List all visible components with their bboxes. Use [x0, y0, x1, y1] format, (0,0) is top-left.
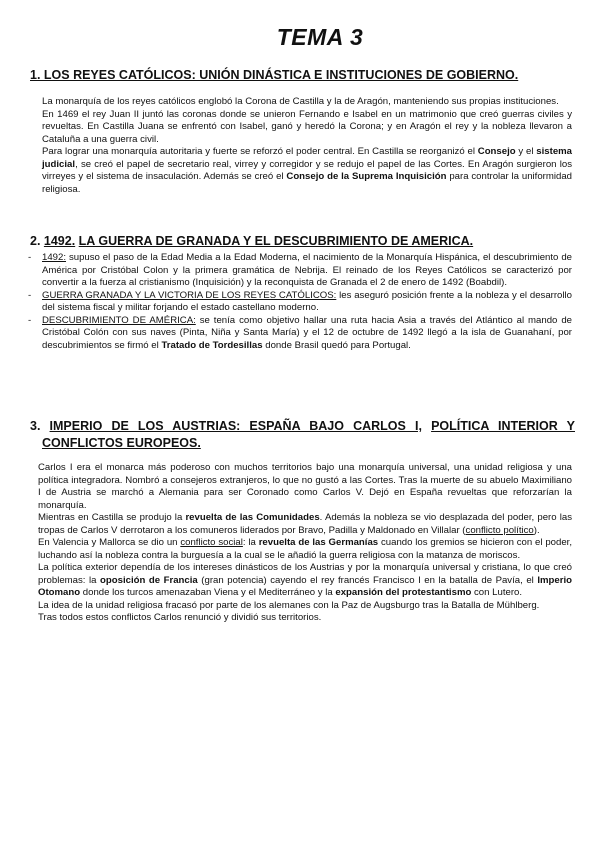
- text-run: En Valencia y Mallorca se dio un: [38, 537, 181, 548]
- section-2-list: [28, 252, 572, 352]
- list-item-label: 1492:: [42, 252, 67, 263]
- text-run: donde Brasil quedó para Portugal.: [262, 339, 411, 351]
- list-item-label: DESCUBRIMIENTO DE AMÉRICA:: [42, 314, 196, 326]
- text-run: con Lutero.: [471, 587, 523, 598]
- text-run: . Además la nobleza se vio desplazada del poder, pero las tropas de Carlos V derrotaron a los comuneros liderados por Bravo, Padilla y Maldonado en Villalar (: [38, 512, 572, 536]
- page-title: TEMA 3: [276, 24, 364, 50]
- list-item-text: [42, 252, 572, 290]
- bold-term: revuelta de las Germanías: [258, 537, 379, 548]
- section-1-body: [42, 96, 572, 196]
- bold-term: Consejo: [477, 146, 516, 157]
- bold-term: Imperio Otomano: [38, 574, 572, 598]
- heading-number: 3.: [30, 419, 50, 433]
- text-run: para controlar la uniformidad religiosa.: [42, 171, 572, 195]
- list-dash: -: [28, 252, 32, 263]
- section-2-heading: [30, 233, 570, 250]
- section-3-paragraph: [38, 537, 572, 562]
- section-3-paragraph: Tras todos estos conflictos Carlos renunció y dividió sus territorios.: [38, 612, 322, 623]
- text-run: La política exterior dependía de los intereses dinásticos de los Austrias y por la monarquía universal y cristiana, lo que creó problemas: la: [38, 562, 572, 586]
- heading-underlined: IMPERIO DE LOS AUSTRIAS: ESPAÑA BAJO CARLOS I,: [49, 419, 422, 433]
- text-run: se tenía como objetivo hallar una ruta hacia Asia a través del Atlántico al mando de Cristóbal Colón con sus naves (Pinta, Niña y Santa María) y el 12 de octubre de 1492 llegó a la isla de Guanahaní, por descubrimientos se firmó el: [42, 314, 572, 351]
- section-1-paragraph: En 1469 el rey Juan II juntó las coronas donde se unieron Fernando e Isabel en un matrimonio que creó guerras civiles y revueltas. En Castilla Juana se enfrentó con Isabel, ganó y heredó la Corona; y en Aragón el rey y la nobleza llevaron a Cataluña a una guerra civil.: [42, 108, 572, 145]
- text-run: (gran potencia) cayendo el rey francés Francisco I en la batalla de Pavía, el: [197, 574, 538, 586]
- text-run: supuso el paso de la Edad Media a la Edad Moderna, el nacimiento de la Monarquía Hispánica, el descubrimiento de América por Cristóbal Colon y la primera gramática de Nebrija. El reinado de los Reyes Católicos se caracterizó por convertir a la fuerza al cristianismo (Inquisición) y la reconquista de Granada el 2 de enero de 1492 (Boabdil).: [42, 252, 572, 288]
- section-1-paragraph: [42, 146, 572, 196]
- bold-term: Consejo de la Suprema Inquisición: [286, 171, 447, 182]
- list-item: [28, 315, 572, 353]
- text-run: : la: [242, 537, 259, 548]
- text-run: les aseguró posición frente a la nobleza y el desarrollo del sistema fiscal y militar forjando el estado castellano moderno.: [42, 289, 572, 313]
- section-1-paragraph: La monarquía de los reyes católicos englobó la Corona de Castilla y la de Aragón, manteniendo sus propias instituciones.: [42, 96, 559, 107]
- text-run: ).: [533, 524, 540, 536]
- list-dash: -: [28, 289, 32, 301]
- section-3-heading: [30, 418, 575, 452]
- list-item: [28, 252, 572, 290]
- heading-underlined: 1492.: [43, 234, 76, 248]
- heading-separator: [422, 419, 431, 433]
- list-item-text: [42, 290, 572, 315]
- section-3-paragraph: La idea de la unidad religiosa fracasó por parte de los alemanes con la Paz de Augsburgo tras la Batalla de Mühlberg.: [38, 599, 540, 611]
- bold-term: expansión del protestantismo: [335, 587, 472, 598]
- list-item: [28, 290, 572, 315]
- bold-term: sistema judicial: [42, 146, 573, 170]
- heading-underlined: POLÍTICA INTERIOR Y: [431, 419, 575, 433]
- list-dash: -: [28, 314, 32, 326]
- underlined-term: conflicto social: [180, 537, 243, 548]
- underlined-term: conflicto político: [465, 524, 534, 536]
- section-1-heading: [30, 67, 570, 84]
- section-3-body: [38, 462, 572, 625]
- list-item-label: GUERRA GRANADA Y LA VICTORIA DE LOS REYES CATÓLICOS:: [42, 289, 337, 301]
- heading-line: [30, 435, 575, 452]
- section-3-paragraph: [38, 562, 572, 600]
- list-item-text: [42, 315, 572, 353]
- bold-term: oposición de Francia: [100, 574, 198, 586]
- bold-term: Tratado de Tordesillas: [161, 339, 263, 351]
- text-run: cuando los gremios se hicieron con el poder, luchando así la nobleza contra la burguesía a la cual se le añadió la guerra religiosa con la matanza de moriscos.: [38, 537, 573, 561]
- section-3-paragraph: Carlos I era el monarca más poderoso con muchos territorios bajo una monarquía universal, una unidad religiosa y una política integradora. Nombró a consejeros extranjeros, lo que no gustó a las Cortes. Tras la muerte de su abuelo Maximiliano I de Austria se marchó a Alemania para ser Coronado como Carlos V. Dejó en España revueltas que reforzarían la monarquía.: [38, 462, 572, 511]
- heading-line: [30, 418, 575, 435]
- heading-number: 2.: [30, 234, 44, 248]
- bold-term: revuelta de las Comunidades: [185, 512, 320, 523]
- section-1-heading-text: 1. LOS REYES CATÓLICOS: UNIÓN DINÁSTICA E INSTITUCIONES DE GOBIERNO.: [30, 68, 519, 82]
- text-run: Mientras en Castilla se produjo la: [38, 512, 186, 523]
- text-run: y el: [515, 146, 537, 157]
- text-run: donde los turcos amenazaban Viena y el Mediterráneo y la: [80, 587, 336, 598]
- heading-underlined: CONFLICTOS EUROPEOS.: [42, 436, 201, 450]
- text-run: , se creó el papel de secretario real, virrey y corregidor y se redujo el papel de las Cortes. En Aragón surgieron los virreyes y el sistema de insaculación. Además se creó el: [42, 158, 572, 182]
- section-3-paragraph: [38, 512, 572, 537]
- text-run: Para lograr una monarquía autoritaria y fuerte se reforzó el poder central. En Castilla se reorganizó el: [42, 146, 478, 157]
- heading-underlined: LA GUERRA DE GRANADA Y EL DESCUBRIMIENTO DE AMERICA.: [78, 234, 474, 248]
